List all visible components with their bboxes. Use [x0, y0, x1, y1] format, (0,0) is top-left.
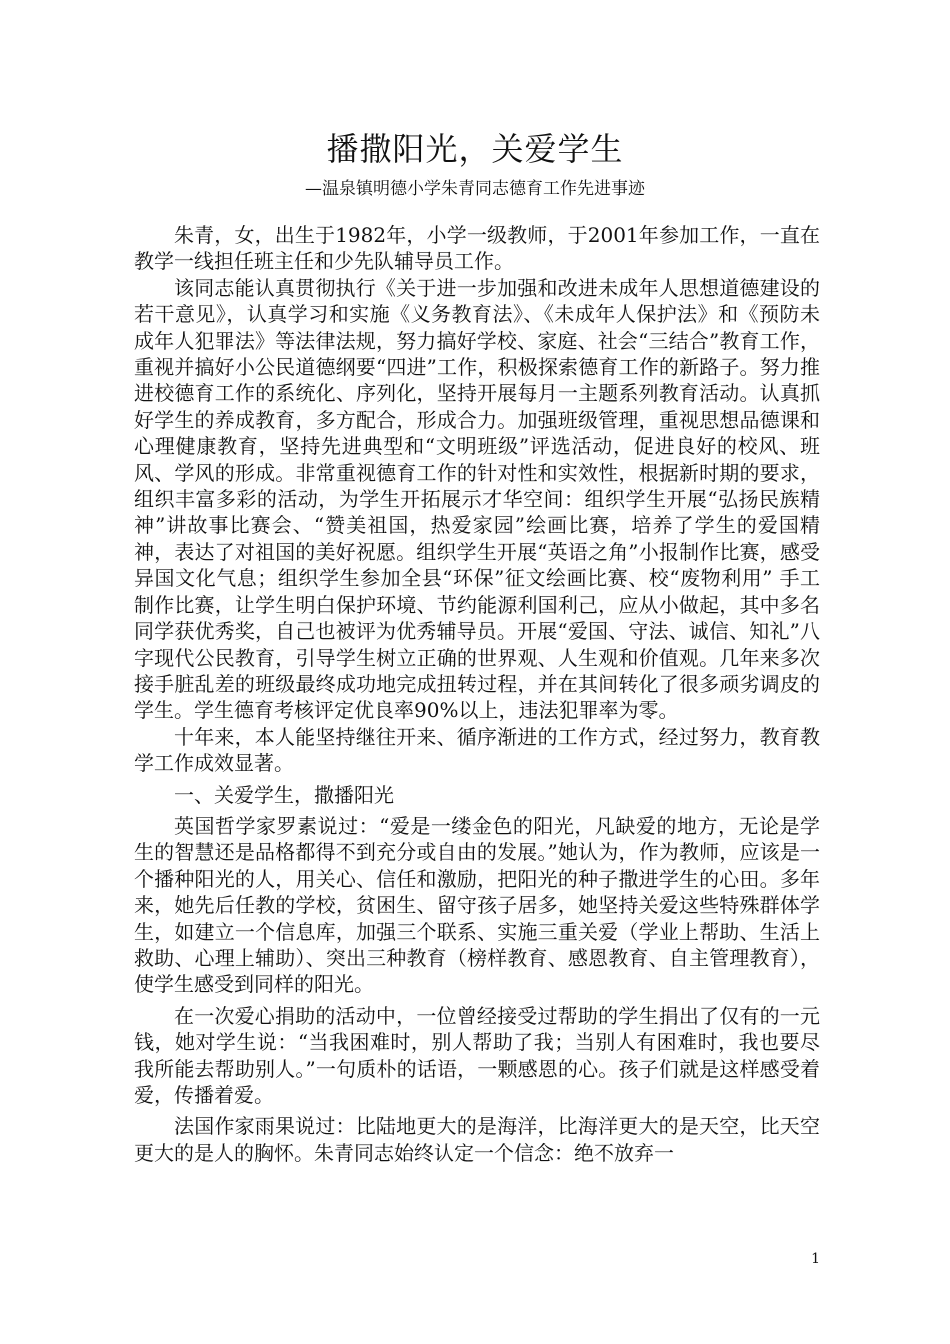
- section-heading-1: 一、关爱学生，撒播阳光: [174, 782, 394, 807]
- paragraph-donation: 在一次爱心捐助的活动中，一位曾经接受过帮助的学生捐出了仅有的一元钱，她对学生说：“当我困难时，别人帮助了我；当别人有困难时，我也要尽我所能去帮助别人。”一句质朴的话语，一颗感恩的心。孩子们就是这样感受着爱，传播着爱。: [134, 1003, 820, 1107]
- paragraph-intro: 朱青，女，出生于1982年，小学一级教师，于2001年参加工作，一直在教学一线担任班主任和少先队辅导员工作。: [134, 223, 820, 274]
- paragraph-russell-quote: 英国哲学家罗素说过：“爱是一缕金色的阳光，凡缺爱的地方，无论是学生的智慧还是品格都得不到充分或自由的发展。”她认为，作为教师，应该是一个播种阳光的人，用关心、信任和激励，把阳光的种子撒进学生的心田。多年来，她先后任教的学校，贫困生、留守孩子居多，她坚持关爱这些特殊群体学生，如建立一个信息库，加强三个联系、实施三重关爱（学业上帮助、生活上救助、心理上辅助）、突出三种教育（榜样教育、感恩教育、自主管理教育），使学生感受到同样的阳光。: [134, 813, 820, 997]
- paragraph-moral-education-work: 该同志能认真贯彻执行《关于进一步加强和改进未成年人思想道德建设的若干意见》，认真学习和实施《义务教育法》、《未成年人保护法》和《预防未成年人犯罪法》等法律法规，努力搞好学校、家庭、社会“三结合”教育工作，重视并搞好小公民道德纲要“四进”工作，积极探索德育工作的新路子。努力推进校德育工作的系统化、序列化，坚持开展每月一主题系列教育活动。认真抓好学生的养成教育，多方配合，形成合力。加强班级管理，重视思想品德课和心理健康教育，坚持先进典型和“文明班级”评选活动，促进良好的校风、班风、学风的形成。非常重视德育工作的针对性和实效性，根据新时期的要求，组织丰富多彩的活动，为学生开拓展示才华空间：组织学生开展“弘扬民族精神”讲故事比赛会、“赞美祖国，热爱家园”绘画比赛，培养了学生的爱国精神，表达了对祖国的美好祝愿。组织学生开展“英语之角”小报制作比赛，感受异国文化气息；组织学生参加全县“环保”征文绘画比赛、校“废物利用” 手工制作比赛，让学生明白保护环境、节约能源利国利己，应从小做起，其中多名同学获优秀奖，自己也被评为优秀辅导员。开展“爱国、守法、诚信、知礼”八字现代公民教育，引导学生树立正确的世界观、人生观和价值观。几年来多次接手脏乱差的班级最终成功地完成扭转过程，并在其间转化了很多顽劣调皮的学生。学生德育考核评定优良率90%以上，违法犯罪率为零。: [134, 275, 820, 723]
- page-number: 1: [811, 1251, 820, 1267]
- paragraph-hugo-quote: 法国作家雨果说过：比陆地更大的是海洋，比海洋更大的是天空，比天空更大的是人的胸怀。朱青同志始终认定一个信念：绝不放弃一: [134, 1114, 820, 1165]
- document-body: [134, 222, 820, 1166]
- paragraph-ten-years: 十年来，本人能坚持继往开来、循序渐进的工作方式，经过努力，教育教学工作成效显著。: [134, 724, 820, 776]
- document-subtitle: —温泉镇明德小学朱青同志德育工作先进事迹: [305, 179, 645, 199]
- document-title: 播撒阳光，关爱学生: [326, 130, 624, 168]
